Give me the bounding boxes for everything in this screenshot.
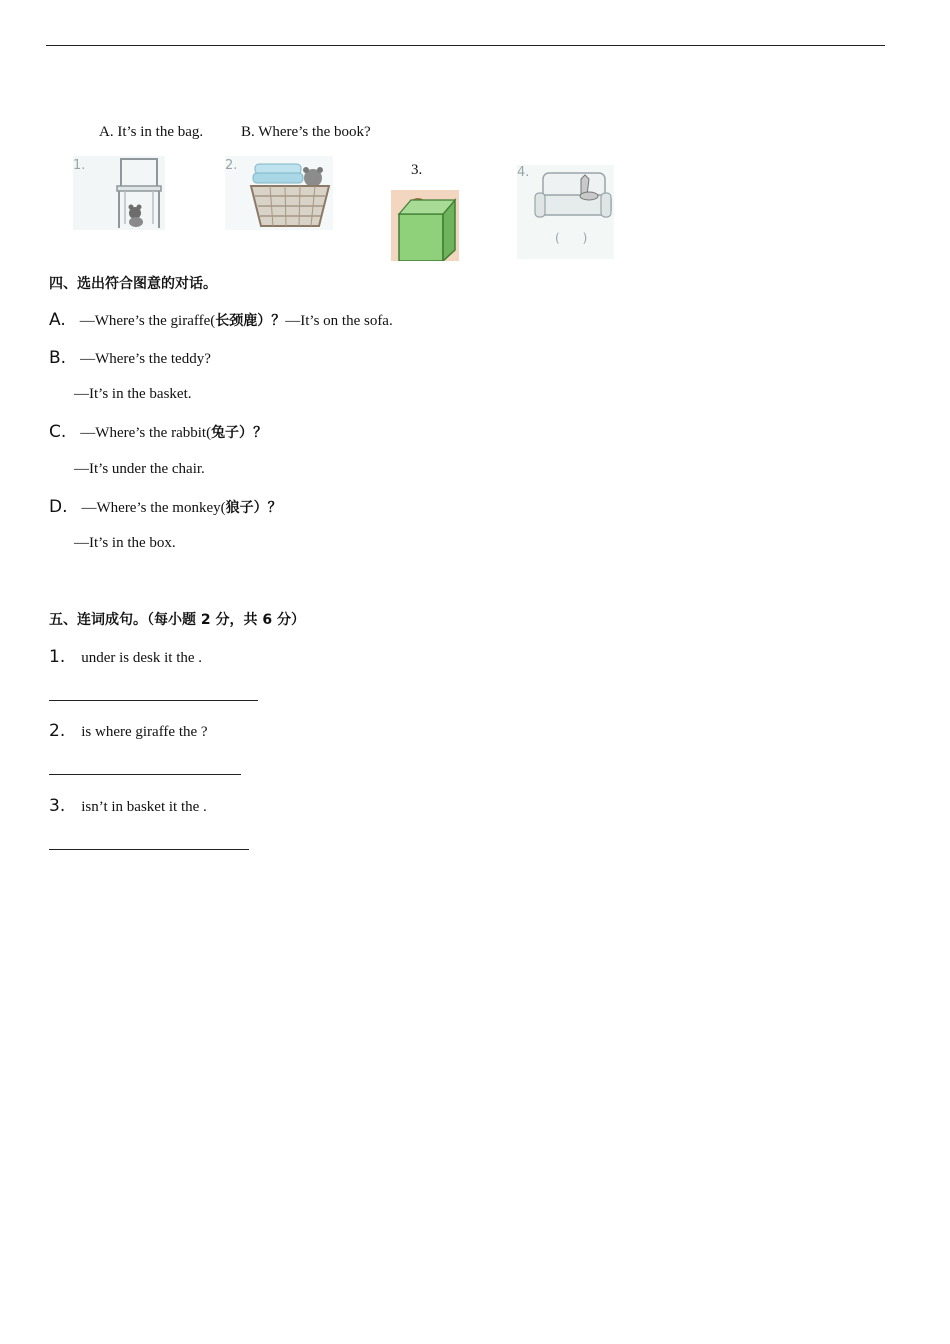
item-a-question-mark: ？ — [271, 313, 286, 329]
option-b: B. Where’s the book? — [241, 124, 371, 140]
item-b-marker: B. — [49, 348, 67, 368]
item-d-answer: —It’s in the box. — [74, 535, 176, 551]
picture-2-number: 2. — [225, 158, 238, 173]
answer-line-2[interactable] — [49, 774, 241, 775]
item-3-marker: 3. — [49, 796, 66, 816]
item-a-answer: —It’s on the sofa. — [285, 313, 393, 329]
section4-item-a — [49, 310, 393, 330]
item-a-question: —Where’s the giraffe( — [79, 313, 216, 329]
answer-parentheses: ( ) — [555, 231, 588, 245]
picture-1-number: 1. — [73, 158, 86, 173]
item-2-marker: 2. — [49, 721, 66, 741]
section4-item-b — [49, 348, 211, 368]
item-c-marker: C. — [49, 422, 67, 442]
section5-item-3 — [49, 796, 207, 816]
item-1-marker: 1. — [49, 647, 66, 667]
item-b-question: —Where’s the teddy? — [80, 351, 211, 367]
item-c-question-cn: 兔子） — [211, 425, 254, 441]
section4-item-c — [49, 422, 267, 442]
item-a-marker: A. — [49, 310, 66, 330]
item-d-question-cn: 狼子） — [225, 500, 268, 516]
item-d-question-mark: ？ — [267, 500, 282, 516]
picture-4-number: 4. — [517, 165, 530, 180]
option-a: A. It’s in the bag. — [99, 124, 204, 140]
picture-2 — [225, 156, 333, 230]
item-d-question: —Where’s the monkey( — [81, 500, 226, 516]
item-a-question-cn: 长颈鹿） — [215, 313, 272, 329]
picture-3 — [391, 190, 459, 261]
answer-line-3[interactable] — [49, 849, 249, 850]
picture-1 — [73, 156, 165, 230]
item-c-answer: —It’s under the chair. — [74, 461, 205, 477]
chair-teddy-illustration — [73, 156, 165, 230]
section5-heading: 五、连词成句。（每小题 2 分，共 6 分） — [49, 612, 305, 628]
item-c-question: —Where’s the rabbit( — [80, 425, 212, 441]
header-rule — [46, 45, 885, 46]
picture-4 — [517, 165, 614, 259]
section4-heading: 四、选出符合图意的对话。 — [49, 276, 217, 292]
item-1-words: under is desk it the . — [81, 650, 203, 666]
basket-towel-teddy-illustration — [225, 156, 333, 230]
picture-3-number: 3. — [411, 162, 423, 178]
item-d-marker: D. — [49, 497, 68, 517]
section4-item-d — [49, 497, 282, 517]
section5-item-1 — [49, 647, 202, 667]
section5-item-2 — [49, 721, 208, 741]
item-c-question-mark: ？ — [253, 425, 268, 441]
item-b-answer: —It’s in the basket. — [74, 386, 192, 402]
item-3-words: isn’t in basket it the . — [81, 799, 207, 815]
monkey-box-illustration — [391, 190, 459, 261]
answer-line-1[interactable] — [49, 700, 258, 701]
item-2-words: is where giraffe the ? — [81, 724, 208, 740]
